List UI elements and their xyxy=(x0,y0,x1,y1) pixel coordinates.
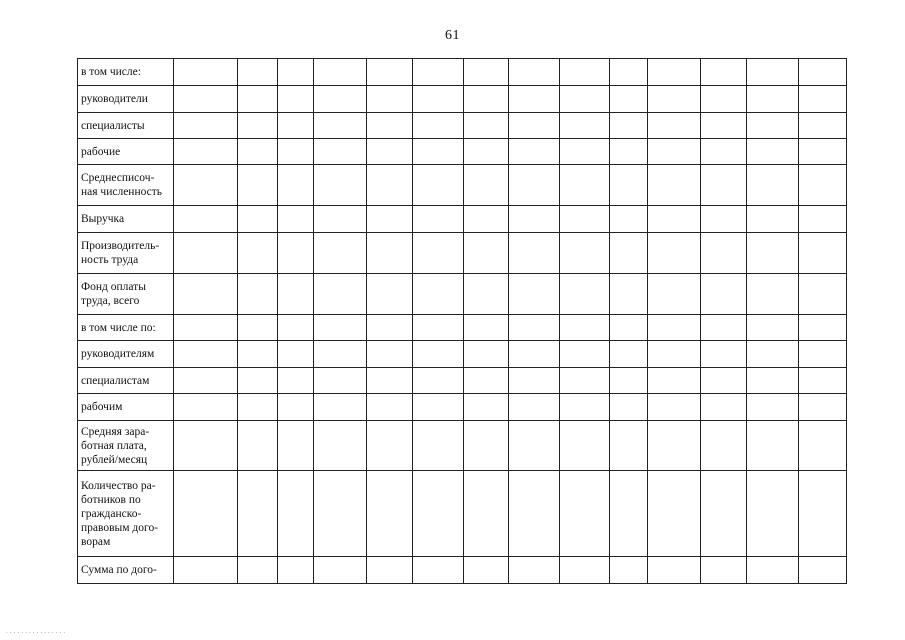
page-number: 61 xyxy=(445,28,460,43)
empty-cell xyxy=(610,341,648,368)
empty-cell xyxy=(509,113,560,139)
empty-cell xyxy=(464,113,509,139)
empty-cell xyxy=(238,274,278,315)
empty-cell xyxy=(238,165,278,206)
empty-cell xyxy=(799,274,847,315)
empty-cell xyxy=(278,394,314,421)
empty-cell xyxy=(278,59,314,86)
empty-cell xyxy=(367,557,413,584)
empty-cell xyxy=(174,421,238,471)
empty-cell xyxy=(464,368,509,394)
empty-cell xyxy=(174,394,238,421)
empty-cell xyxy=(610,557,648,584)
empty-cell xyxy=(464,341,509,368)
table-row xyxy=(78,421,847,471)
empty-cell xyxy=(560,368,610,394)
empty-cell xyxy=(464,274,509,315)
row-label-cell xyxy=(78,274,174,315)
empty-cell xyxy=(238,113,278,139)
empty-cell xyxy=(174,165,238,206)
empty-cell xyxy=(464,139,509,165)
empty-cell xyxy=(648,341,701,368)
empty-cell xyxy=(464,315,509,341)
empty-cell xyxy=(367,471,413,557)
empty-cell xyxy=(509,86,560,113)
empty-cell xyxy=(413,86,464,113)
row-label-cell xyxy=(78,471,174,557)
empty-cell xyxy=(367,341,413,368)
empty-cell xyxy=(413,59,464,86)
empty-cell xyxy=(799,233,847,274)
empty-cell xyxy=(314,368,367,394)
empty-cell xyxy=(560,394,610,421)
row-label: руководители xyxy=(81,93,148,105)
empty-cell xyxy=(367,59,413,86)
row-label-cell xyxy=(78,233,174,274)
empty-cell xyxy=(413,341,464,368)
empty-cell xyxy=(747,368,799,394)
empty-cell xyxy=(509,368,560,394)
empty-cell xyxy=(747,274,799,315)
empty-cell xyxy=(799,368,847,394)
empty-cell xyxy=(648,557,701,584)
empty-cell xyxy=(648,368,701,394)
empty-cell xyxy=(367,368,413,394)
empty-cell xyxy=(413,233,464,274)
empty-cell xyxy=(367,139,413,165)
row-label-cell xyxy=(78,206,174,233)
empty-cell xyxy=(701,315,747,341)
table-row xyxy=(78,113,847,139)
empty-cell xyxy=(560,341,610,368)
empty-cell xyxy=(747,394,799,421)
table-row xyxy=(78,165,847,206)
empty-cell xyxy=(747,315,799,341)
empty-cell xyxy=(174,139,238,165)
empty-cell xyxy=(314,557,367,584)
empty-cell xyxy=(799,471,847,557)
empty-cell xyxy=(174,557,238,584)
empty-cell xyxy=(560,165,610,206)
empty-cell xyxy=(464,86,509,113)
empty-cell xyxy=(610,59,648,86)
empty-cell xyxy=(509,315,560,341)
table-row xyxy=(78,557,847,584)
empty-cell xyxy=(747,86,799,113)
table-row xyxy=(78,471,847,557)
empty-cell xyxy=(560,274,610,315)
empty-cell xyxy=(610,368,648,394)
empty-cell xyxy=(413,394,464,421)
empty-cell xyxy=(314,233,367,274)
empty-cell xyxy=(560,233,610,274)
row-label: в том числе по: xyxy=(81,321,156,334)
row-label: руководителям xyxy=(81,348,155,360)
empty-cell xyxy=(464,206,509,233)
empty-cell xyxy=(174,206,238,233)
empty-cell xyxy=(314,341,367,368)
empty-cell xyxy=(799,315,847,341)
empty-cell xyxy=(238,86,278,113)
table-row xyxy=(78,394,847,421)
empty-cell xyxy=(238,315,278,341)
empty-cell xyxy=(701,421,747,471)
empty-cell xyxy=(238,59,278,86)
empty-cell xyxy=(464,557,509,584)
row-label: Сумма по дого- xyxy=(81,564,157,576)
empty-cell xyxy=(413,165,464,206)
empty-cell xyxy=(701,368,747,394)
empty-cell xyxy=(747,59,799,86)
empty-cell xyxy=(648,233,701,274)
empty-cell xyxy=(799,341,847,368)
empty-cell xyxy=(509,394,560,421)
empty-cell xyxy=(509,274,560,315)
empty-cell xyxy=(560,86,610,113)
empty-cell xyxy=(464,471,509,557)
empty-cell xyxy=(314,206,367,233)
empty-cell xyxy=(464,421,509,471)
empty-cell xyxy=(560,206,610,233)
empty-cell xyxy=(367,165,413,206)
empty-cell xyxy=(413,557,464,584)
empty-cell xyxy=(610,86,648,113)
empty-cell xyxy=(701,394,747,421)
empty-cell xyxy=(278,139,314,165)
empty-cell xyxy=(648,315,701,341)
empty-cell xyxy=(314,139,367,165)
empty-cell xyxy=(747,421,799,471)
empty-cell xyxy=(648,274,701,315)
empty-cell xyxy=(701,274,747,315)
empty-cell xyxy=(413,315,464,341)
empty-cell xyxy=(610,421,648,471)
empty-cell xyxy=(610,274,648,315)
empty-cell xyxy=(701,139,747,165)
empty-cell xyxy=(610,165,648,206)
empty-cell xyxy=(174,233,238,274)
empty-cell xyxy=(648,86,701,113)
table-row xyxy=(78,274,847,315)
empty-cell xyxy=(413,421,464,471)
row-label-cell xyxy=(78,421,174,471)
row-label: Количество ра- ботников по гражданско- правовым дого- ворам xyxy=(81,479,159,548)
footer-mark: · · · · · · · · · · · · · · · · xyxy=(6,630,66,637)
empty-cell xyxy=(610,471,648,557)
empty-cell xyxy=(278,86,314,113)
empty-cell xyxy=(314,165,367,206)
empty-cell xyxy=(278,233,314,274)
empty-cell xyxy=(560,471,610,557)
table-row xyxy=(78,59,847,86)
empty-cell xyxy=(610,139,648,165)
empty-cell xyxy=(799,394,847,421)
empty-cell xyxy=(238,139,278,165)
empty-cell xyxy=(314,113,367,139)
empty-cell xyxy=(747,113,799,139)
empty-cell xyxy=(799,139,847,165)
empty-cell xyxy=(509,165,560,206)
empty-cell xyxy=(314,59,367,86)
empty-cell xyxy=(509,206,560,233)
empty-cell xyxy=(314,421,367,471)
empty-cell xyxy=(464,394,509,421)
empty-cell xyxy=(610,206,648,233)
empty-cell xyxy=(799,421,847,471)
row-label-cell xyxy=(78,557,174,584)
empty-cell xyxy=(367,206,413,233)
empty-cell xyxy=(174,471,238,557)
empty-cell xyxy=(367,394,413,421)
empty-cell xyxy=(174,274,238,315)
empty-cell xyxy=(413,113,464,139)
empty-cell xyxy=(560,315,610,341)
empty-cell xyxy=(174,341,238,368)
empty-cell xyxy=(701,206,747,233)
empty-cell xyxy=(413,471,464,557)
empty-cell xyxy=(560,59,610,86)
row-label: Производитель- ность труда xyxy=(81,240,160,266)
table-row xyxy=(78,86,847,113)
empty-cell xyxy=(174,368,238,394)
row-label: Фонд оплаты труда, всего xyxy=(81,281,146,307)
empty-cell xyxy=(701,471,747,557)
empty-cell xyxy=(464,59,509,86)
empty-cell xyxy=(278,341,314,368)
empty-cell xyxy=(278,368,314,394)
empty-cell xyxy=(413,274,464,315)
empty-cell xyxy=(464,165,509,206)
empty-cell xyxy=(799,113,847,139)
row-label-cell xyxy=(78,315,174,341)
empty-cell xyxy=(560,139,610,165)
empty-cell xyxy=(367,113,413,139)
empty-cell xyxy=(799,165,847,206)
empty-cell xyxy=(799,206,847,233)
row-label: Выручка xyxy=(81,213,125,225)
empty-cell xyxy=(648,139,701,165)
row-label-cell xyxy=(78,86,174,113)
empty-cell xyxy=(799,59,847,86)
empty-cell xyxy=(174,315,238,341)
empty-cell xyxy=(314,274,367,315)
empty-cell xyxy=(174,113,238,139)
empty-cell xyxy=(701,86,747,113)
row-label-cell xyxy=(78,341,174,368)
empty-cell xyxy=(367,315,413,341)
row-label: рабочие xyxy=(81,145,121,158)
empty-cell xyxy=(701,341,747,368)
empty-cell xyxy=(509,341,560,368)
row-label-cell xyxy=(78,139,174,165)
table-row xyxy=(78,315,847,341)
empty-cell xyxy=(701,233,747,274)
empty-cell xyxy=(278,206,314,233)
empty-cell xyxy=(278,421,314,471)
empty-cell xyxy=(701,113,747,139)
table-row xyxy=(78,233,847,274)
empty-cell xyxy=(278,165,314,206)
empty-cell xyxy=(701,59,747,86)
empty-cell xyxy=(747,557,799,584)
table-row xyxy=(78,341,847,368)
empty-cell xyxy=(747,233,799,274)
empty-cell xyxy=(509,557,560,584)
empty-cell xyxy=(747,471,799,557)
empty-cell xyxy=(648,165,701,206)
empty-cell xyxy=(367,421,413,471)
empty-cell xyxy=(238,368,278,394)
empty-cell xyxy=(509,233,560,274)
empty-cell xyxy=(610,113,648,139)
empty-cell xyxy=(314,315,367,341)
empty-cell xyxy=(648,59,701,86)
empty-cell xyxy=(509,421,560,471)
empty-cell xyxy=(314,471,367,557)
empty-cell xyxy=(278,557,314,584)
empty-cell xyxy=(238,394,278,421)
empty-cell xyxy=(610,394,648,421)
empty-cell xyxy=(367,233,413,274)
row-label-cell xyxy=(78,165,174,206)
row-label-cell xyxy=(78,113,174,139)
empty-cell xyxy=(367,86,413,113)
empty-cell xyxy=(648,394,701,421)
empty-cell xyxy=(610,233,648,274)
empty-cell xyxy=(238,233,278,274)
row-label-cell xyxy=(78,59,174,86)
empty-cell xyxy=(799,86,847,113)
row-label: в том числе: xyxy=(81,66,141,78)
empty-cell xyxy=(648,471,701,557)
empty-cell xyxy=(701,165,747,206)
row-label: специалисты xyxy=(81,119,145,132)
empty-cell xyxy=(413,139,464,165)
data-table xyxy=(77,58,847,584)
empty-cell xyxy=(238,206,278,233)
table-row xyxy=(78,368,847,394)
empty-cell xyxy=(509,59,560,86)
empty-cell xyxy=(174,59,238,86)
empty-cell xyxy=(701,557,747,584)
row-label: специалистам xyxy=(81,374,150,387)
empty-cell xyxy=(367,274,413,315)
empty-cell xyxy=(174,86,238,113)
empty-cell xyxy=(314,86,367,113)
row-label: рабочим xyxy=(81,401,123,413)
empty-cell xyxy=(314,394,367,421)
empty-cell xyxy=(747,341,799,368)
empty-cell xyxy=(238,341,278,368)
empty-cell xyxy=(413,368,464,394)
empty-cell xyxy=(238,557,278,584)
empty-cell xyxy=(278,274,314,315)
empty-cell xyxy=(560,113,610,139)
row-label-cell xyxy=(78,394,174,421)
empty-cell xyxy=(747,165,799,206)
empty-cell xyxy=(238,471,278,557)
empty-cell xyxy=(278,113,314,139)
empty-cell xyxy=(509,471,560,557)
empty-cell xyxy=(610,315,648,341)
empty-cell xyxy=(509,139,560,165)
empty-cell xyxy=(464,233,509,274)
row-label: Средняя зара- ботная плата, рублей/месяц xyxy=(81,425,150,466)
empty-cell xyxy=(278,471,314,557)
empty-cell xyxy=(648,206,701,233)
empty-cell xyxy=(560,557,610,584)
empty-cell xyxy=(413,206,464,233)
empty-cell xyxy=(648,421,701,471)
empty-cell xyxy=(238,421,278,471)
empty-cell xyxy=(560,421,610,471)
row-label: Среднесписоч- ная численность xyxy=(81,172,163,198)
row-label-cell xyxy=(78,368,174,394)
table-row xyxy=(78,206,847,233)
empty-cell xyxy=(648,113,701,139)
empty-cell xyxy=(278,315,314,341)
table-row xyxy=(78,139,847,165)
empty-cell xyxy=(799,557,847,584)
empty-cell xyxy=(747,139,799,165)
empty-cell xyxy=(747,206,799,233)
